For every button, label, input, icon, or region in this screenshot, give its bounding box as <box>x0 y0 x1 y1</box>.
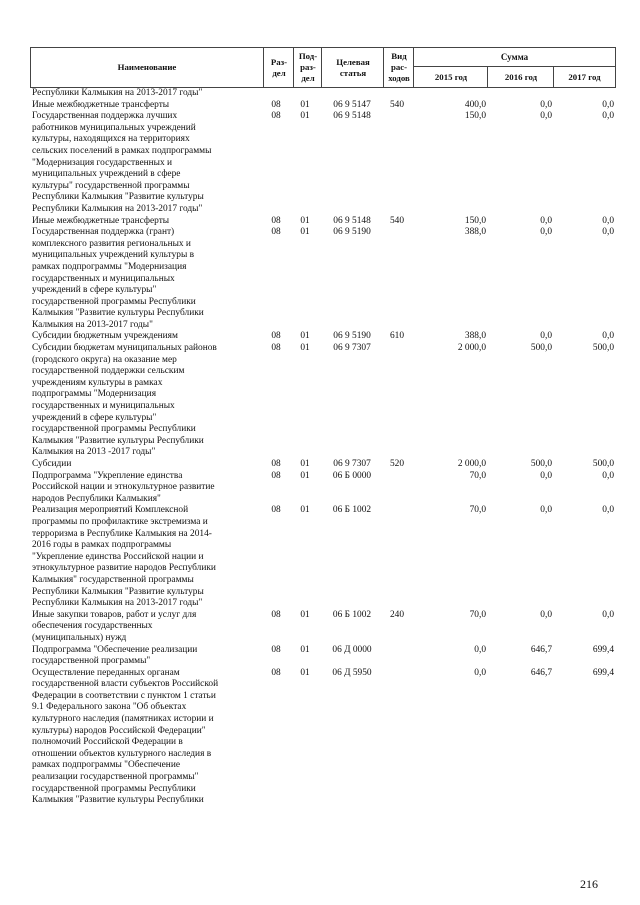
row-sum-2017: 699,4 <box>592 644 614 655</box>
table-row <box>30 331 616 343</box>
row-sum-2015: 2 000,0 <box>457 343 486 354</box>
row-razdel: 08 <box>271 609 281 620</box>
row-podrazdel: 01 <box>300 505 310 516</box>
row-razdel: 08 <box>271 215 281 226</box>
row-name: Иные межбюджетные трансферты <box>32 99 170 110</box>
row-name: Подпрограмма "Обеспечение реализации государственной программы" <box>32 644 198 667</box>
row-celevaya-statya: 06 Д 5950 <box>332 667 372 678</box>
header-celevaya: Целевая статья <box>321 48 384 87</box>
header-2017: 2017 год <box>553 66 615 87</box>
row-razdel: 08 <box>271 459 281 469</box>
row-celevaya-statya: 06 Б 0000 <box>332 470 372 481</box>
table-row <box>30 227 616 331</box>
row-celevaya-statya: 06 9 5148 <box>333 111 371 122</box>
row-sum-2017: 0,0 <box>602 111 614 122</box>
row-sum-2015: 388,0 <box>464 227 486 238</box>
header-2015: 2015 год <box>413 66 488 87</box>
row-celevaya-statya: 06 9 7307 <box>333 459 371 469</box>
row-celevaya-statya: 06 9 5148 <box>333 215 371 226</box>
row-razdel: 08 <box>271 111 281 122</box>
row-celevaya-statya: 06 9 5190 <box>333 331 371 342</box>
row-razdel: 08 <box>271 331 281 342</box>
row-sum-2016: 500,0 <box>530 343 552 354</box>
row-sum-2017: 699,4 <box>592 667 614 678</box>
row-razdel: 08 <box>271 505 281 516</box>
row-name: Осуществление переданных органам государственной власти субъектов Российской Федерации в соответствии с пунктом 1 статьи 9.1 Федерального закона "Об объектах культурного наследия (памятниках истории и культуры) народов Российской Федерации" полномочий Российской Федерации в отношении объектов культурного наследия в рамках подпрограммы "Обеспечение реализации государственной программы" государственной программы Республики Калмыкия "Развитие культуры Республики <box>32 667 219 806</box>
table-row <box>30 100 616 112</box>
row-podrazdel: 01 <box>300 111 310 122</box>
row-name: Государственная поддержка лучших работников муниципальных учреждений культуры, находящихся на территориях сельских поселений в рамках подпрограммы "Модернизация государственных и муниципальных учреждений в сфере культуры" государственной программы Республики Калмыкия "Развитие культуры Республики Калмыкия на 2013-2017 годы" <box>32 111 212 214</box>
row-name: Государственная поддержка (грант) комплексного развития региональных и муниципальных учреждений культуры в рамках подпрограммы "Модернизация государственных и муниципальных учреждений в сфере культуры" государственной программы Республики Калмыкия "Развитие культуры Республики Калмыкия на 2013-2017 годы" <box>32 227 204 330</box>
row-razdel: 08 <box>271 667 281 678</box>
row-podrazdel: 01 <box>300 331 310 342</box>
row-podrazdel: 01 <box>300 470 310 481</box>
row-sum-2017: 0,0 <box>602 215 614 226</box>
row-name: Субсидии бюджетным учреждениям <box>32 331 178 342</box>
table-row <box>30 471 616 506</box>
row-podrazdel: 01 <box>300 667 310 678</box>
table-row <box>30 505 616 609</box>
table-row <box>30 645 616 668</box>
row-vid-rashodov: 240 <box>389 609 405 620</box>
row-sum-2016: 0,0 <box>540 227 552 238</box>
table-row <box>30 459 616 471</box>
row-sum-2015: 0,0 <box>474 644 486 655</box>
table-row <box>30 216 616 228</box>
row-name: Подпрограмма "Укрепление единства Российской нации и этнокультурное развитие народов Республики Калмыкия" <box>32 470 215 504</box>
page-number: 216 <box>580 877 598 891</box>
header-2016: 2016 год <box>487 66 554 87</box>
row-name: Иные межбюджетные трансферты <box>32 215 170 226</box>
row-sum-2017: 0,0 <box>602 227 614 238</box>
row-sum-2017: 0,0 <box>602 470 614 481</box>
header-razdel: Раз- дел <box>263 48 294 87</box>
row-sum-2017: 500,0 <box>592 459 614 469</box>
row-name: Субсидии <box>32 459 72 469</box>
row-sum-2016: 646,7 <box>530 644 552 655</box>
row-vid-rashodov: 520 <box>389 459 405 469</box>
row-podrazdel: 01 <box>300 227 310 238</box>
row-vid-rashodov: 610 <box>389 331 405 342</box>
row-sum-2015: 70,0 <box>469 609 486 620</box>
row-celevaya-statya: 06 Д 0000 <box>332 644 372 655</box>
row-sum-2015: 0,0 <box>474 667 486 678</box>
row-sum-2015: 388,0 <box>464 331 486 342</box>
row-name: Иные закупки товаров, работ и услуг для обеспечения государственных (муниципальных) нужд <box>32 609 197 643</box>
row-podrazdel: 01 <box>300 215 310 226</box>
row-sum-2017: 0,0 <box>602 505 614 516</box>
budget-table <box>30 47 616 807</box>
row-sum-2015: 70,0 <box>469 470 486 481</box>
row-razdel: 08 <box>271 644 281 655</box>
table-row <box>30 668 616 807</box>
row-celevaya-statya: 06 9 5147 <box>333 99 371 110</box>
row-sum-2016: 646,7 <box>530 667 552 678</box>
row-sum-2016: 500,0 <box>530 459 552 469</box>
row-sum-2016: 0,0 <box>540 111 552 122</box>
header-vid: Вид рас- ходов <box>383 48 414 87</box>
row-celevaya-statya: 06 Б 1002 <box>332 609 372 620</box>
row-celevaya-statya: 06 9 7307 <box>333 343 371 354</box>
row-name: Реализация мероприятий Комплексной программы по профилактике экстремизма и терроризма в Республике Калмыкия на 2014- 2016 годы в рамках подпрограммы "Укрепление единства Российской нации и этнокультурное развитие народов Республики Калмыкия" государственной программы Республики Калмыкия "Развитие культуры Республики Калмыкия на 2013-2017 годы" <box>32 505 216 609</box>
header-podrazdel: Под- раз- дел <box>293 48 322 87</box>
header-summa: Сумма <box>413 48 615 67</box>
row-sum-2016: 0,0 <box>540 505 552 516</box>
table-row <box>30 343 616 459</box>
row-sum-2016: 0,0 <box>540 331 552 342</box>
row-sum-2017: 0,0 <box>602 331 614 342</box>
table-row <box>30 88 616 100</box>
row-razdel: 08 <box>271 470 281 481</box>
row-vid-rashodov: 540 <box>389 99 405 110</box>
table-body <box>30 88 616 807</box>
row-sum-2015: 150,0 <box>464 111 486 122</box>
row-podrazdel: 01 <box>300 609 310 620</box>
row-sum-2017: 500,0 <box>592 343 614 354</box>
table-header <box>30 47 616 88</box>
row-razdel: 08 <box>271 227 281 238</box>
row-sum-2016: 0,0 <box>540 470 552 481</box>
row-celevaya-statya: 06 Б 1002 <box>332 505 372 516</box>
row-sum-2016: 0,0 <box>540 609 552 620</box>
row-sum-2015: 150,0 <box>464 215 486 226</box>
row-sum-2016: 0,0 <box>540 99 552 110</box>
row-vid-rashodov: 540 <box>389 215 405 226</box>
row-podrazdel: 01 <box>300 343 310 354</box>
table-row <box>30 111 616 215</box>
table-row <box>30 610 616 645</box>
row-sum-2015: 400,0 <box>464 99 486 110</box>
row-celevaya-statya: 06 9 5190 <box>333 227 371 238</box>
row-sum-2015: 70,0 <box>469 505 486 516</box>
row-podrazdel: 01 <box>300 644 310 655</box>
row-name: Республики Калмыкия на 2013-2017 годы" <box>32 88 203 98</box>
row-sum-2016: 0,0 <box>540 215 552 226</box>
row-podrazdel: 01 <box>300 459 310 469</box>
row-name: Субсидии бюджетам муниципальных районов (городского округа) на оказание мер государственной поддержки сельским учреждениям культуры в рамках подпрограммы "Модернизация государственных и муниципальных учреждений в сфере культуры" государственной программы Республики Калмыкия "Развитие культуры Республики Калмыкия на 2013 -2017 годы" <box>32 343 217 458</box>
header-name: Наименование <box>117 62 177 72</box>
row-razdel: 08 <box>271 343 281 354</box>
row-sum-2017: 0,0 <box>602 609 614 620</box>
row-razdel: 08 <box>271 99 281 110</box>
row-podrazdel: 01 <box>300 99 310 110</box>
row-sum-2017: 0,0 <box>602 99 614 110</box>
row-sum-2015: 2 000,0 <box>457 459 486 469</box>
